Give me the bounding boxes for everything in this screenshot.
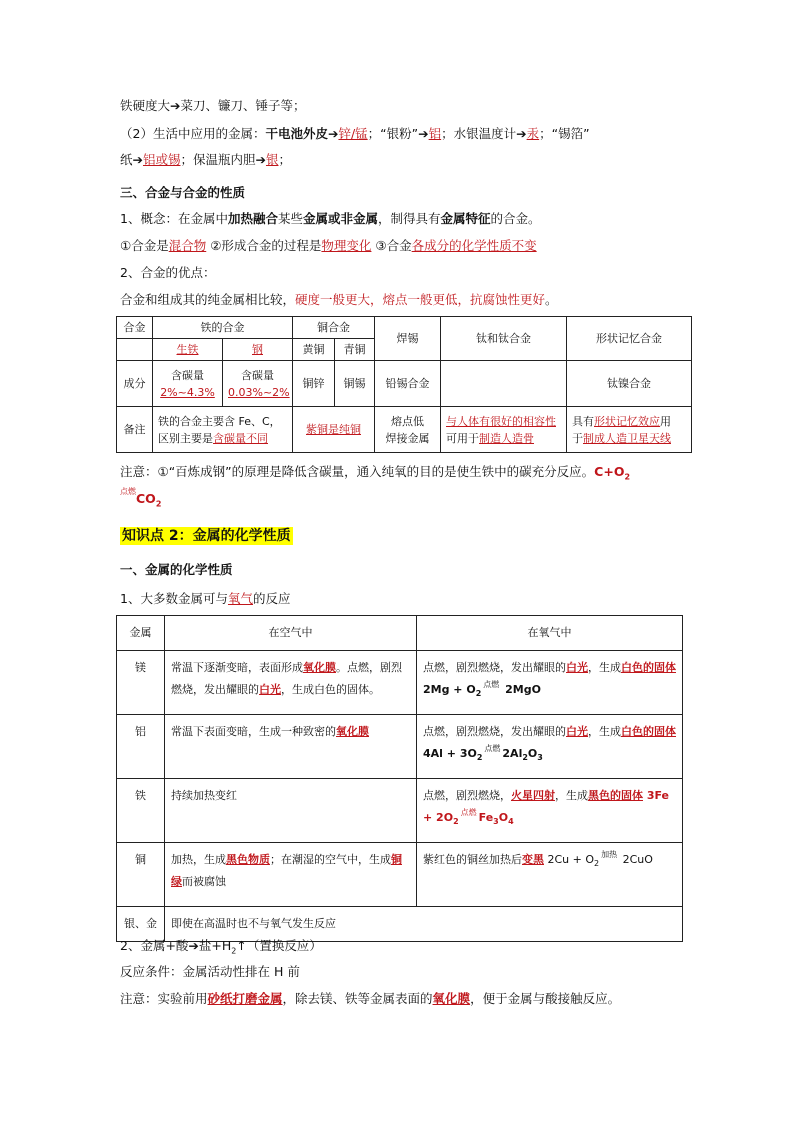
section-heading-alloys: 三、合金与合金的性质 bbox=[120, 185, 246, 200]
solder-note: 熔点低 焊接金属 bbox=[375, 407, 441, 453]
magnesium-in-air: 常温下逐渐变暗，表面形成氧化膜。点燃，剧烈燃烧，发出耀眼的白光，生成白色的固体。 bbox=[165, 651, 417, 715]
copper-in-air: 加热，生成黑色物质；在潮湿的空气中，生成铜绿而被腐蚀 bbox=[165, 843, 417, 907]
line-oxygen-reaction: 1、大多数金属可与氧气的反应 bbox=[120, 591, 291, 606]
header-iron-alloys: 铁的合金 bbox=[153, 317, 293, 339]
note-equation-product: $^{点燃}CO_2$ bbox=[120, 487, 162, 509]
solder-composition: 铅锡合金 bbox=[375, 361, 441, 407]
metal-silver-gold: 银、金 bbox=[117, 907, 165, 942]
header-titanium: 钛和钛合金 bbox=[441, 317, 567, 361]
knowledge-point-2: 知识点 2：金属的化学性质 bbox=[122, 528, 291, 544]
bronze-label: 青铜 bbox=[335, 339, 375, 361]
header-shape-memory: 形状记忆合金 bbox=[567, 317, 692, 361]
line-foil-thermos: 纸➔铝或锡；保温瓶内胆➔银； bbox=[120, 152, 292, 167]
header-alloy: 合金 bbox=[117, 317, 153, 339]
line-reaction-condition: 反应条件：金属活动性排在 H 前 bbox=[120, 964, 300, 979]
silver-gold-note: 即使在高温时也不与氧气发生反应 bbox=[165, 907, 683, 942]
iron-in-oxygen: 点燃，剧烈燃烧，火星四射，生成黑色的固体 $3Fe + 2O_2^{点燃}$ $Fe_3O_4$ bbox=[417, 779, 683, 843]
line-experiment-note: 注意：实验前用砂纸打磨金属，除去镁、铁等金属表面的氧化膜，便于金属与酸接触反应。 bbox=[120, 991, 621, 1006]
titanium-composition bbox=[441, 361, 567, 407]
note-steelmaking: 注意：①“百炼成钢”的原理是降低含碳量，通入纯氧的目的是使生铁中的碳充分反应。$C+O_2$ bbox=[120, 464, 631, 482]
line-metal-acid: 2、金属+酸➔盐$+H_2↑$（置换反应） bbox=[120, 938, 322, 956]
iron-in-air: 持续加热变红 bbox=[165, 779, 417, 843]
metal-copper: 铜 bbox=[117, 843, 165, 907]
line-alloy-compare: 合金和组成其的纯金属相比较，硬度一般更大，熔点一般更低，抗腐蚀性更好。 bbox=[120, 292, 558, 307]
header-copper-alloys: 铜合金 bbox=[293, 317, 375, 339]
sma-composition: 钛镍合金 bbox=[567, 361, 692, 407]
steel-label: 钢 bbox=[223, 339, 293, 361]
bronze-composition: 铜锡 bbox=[335, 361, 375, 407]
copper-note: 紫铜是纯铜 bbox=[293, 407, 375, 453]
row-notes: 备注 bbox=[117, 407, 153, 453]
brass-composition: 铜锌 bbox=[293, 361, 335, 407]
line-iron-hardness: 铁硬度大➔菜刀、镰刀、锤子等； bbox=[120, 98, 306, 113]
line-daily-metals: （2）生活中应用的金属：干电池外皮➔锌/锰；“银粉”➔铝；水银温度计➔汞；“锡箔” bbox=[120, 126, 590, 141]
empty-cell bbox=[117, 339, 153, 361]
header-in-oxygen: 在氧气中 bbox=[417, 616, 683, 651]
metal-iron: 铁 bbox=[117, 779, 165, 843]
header-metal: 金属 bbox=[117, 616, 165, 651]
brass-label: 黄铜 bbox=[293, 339, 335, 361]
iron-alloy-note: 铁的合金主要含 Fe、C， 区别主要是含碳量不同 bbox=[153, 407, 293, 453]
steel-composition: 含碳量 0.03%~2% bbox=[223, 361, 293, 407]
oxygen-reaction-table bbox=[116, 615, 683, 942]
line-alloy-points: ①合金是混合物 ②形成合金的过程是物理变化 ③合金各成分的化学性质不变 bbox=[120, 238, 537, 253]
header-in-air: 在空气中 bbox=[165, 616, 417, 651]
alloy-table bbox=[116, 316, 692, 453]
aluminum-in-air: 常温下表面变暗，生成一种致密的氧化膜 bbox=[165, 715, 417, 779]
sma-note: 具有形状记忆效应用 于制成人造卫星天线 bbox=[567, 407, 692, 453]
section-heading-chemical: 一、金属的化学性质 bbox=[120, 562, 233, 577]
aluminum-in-oxygen: 点燃，剧烈燃烧，发出耀眼的白光，生成白色的固体 $4Al + 3O_2^{点燃}$ $2Al_2O_3$ bbox=[417, 715, 683, 779]
pig-iron-label: 生铁 bbox=[153, 339, 223, 361]
copper-in-oxygen: 紫红色的铜丝加热后变黑 $2Cu + O_2^{加热}$ 2CuO bbox=[417, 843, 683, 907]
line-alloy-advantages: 2、合金的优点： bbox=[120, 265, 216, 280]
header-solder: 焊锡 bbox=[375, 317, 441, 361]
magnesium-in-oxygen: 点燃，剧烈燃烧，发出耀眼的白光，生成白色的固体 $2Mg + O_2^{点燃}$ 2MgO bbox=[417, 651, 683, 715]
metal-aluminum: 铝 bbox=[117, 715, 165, 779]
titanium-note: 与人体有很好的相容性 可用于制造人造骨 bbox=[441, 407, 567, 453]
line-alloy-concept: 1、概念：在金属中加热融合某些金属或非金属，制得具有金属特征的合金。 bbox=[120, 211, 541, 226]
pig-iron-composition: 含碳量 2%~4.3% bbox=[153, 361, 223, 407]
row-composition: 成分 bbox=[117, 361, 153, 407]
metal-magnesium: 镁 bbox=[117, 651, 165, 715]
